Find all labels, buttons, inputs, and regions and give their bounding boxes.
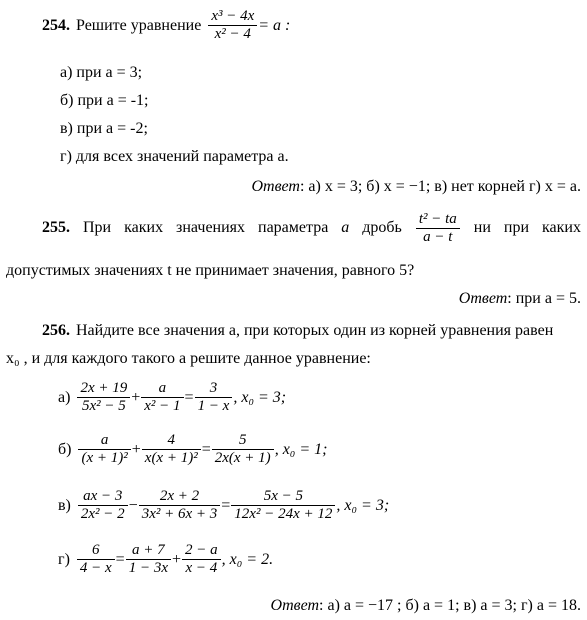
fraction: [142, 432, 201, 467]
fraction-denominator: 3x² + 6x + 3: [139, 505, 221, 523]
operator: =: [221, 496, 231, 514]
problem-254-item-d: г) для всех значений параметра a.: [60, 148, 289, 165]
operator: =: [201, 440, 211, 458]
fraction-numerator: 2x + 19: [80, 380, 128, 396]
answer-label: Ответ: [458, 290, 508, 307]
fraction-denominator: 2x(x + 1): [212, 449, 274, 467]
operator: +: [131, 388, 141, 406]
problem-255-number: 255.: [42, 219, 70, 236]
problem-255-line-1: [42, 210, 581, 246]
answer-text: : при a = 5.: [507, 290, 581, 307]
word: параметра: [258, 219, 329, 236]
problem-256-number: 256.: [42, 322, 70, 339]
word: значениях: [176, 219, 246, 236]
equation-c: [58, 488, 389, 523]
fraction-numerator: a: [158, 380, 167, 396]
problem-254-item-a: а) при a = 3;: [60, 64, 143, 81]
fraction-denominator: 12x² − 24x + 12: [231, 505, 335, 523]
fraction: [139, 488, 221, 523]
problem-256-answer: [271, 597, 581, 615]
fraction-numerator: 2x + 2: [159, 488, 200, 504]
equation-label: а): [58, 388, 71, 406]
problem-255-fraction: [416, 211, 460, 246]
problem-256-line-2: x₀ , и для каждого такого a решите данное уравнение:: [6, 350, 371, 367]
answer-label: Ответ: [270, 597, 320, 614]
equation-label: б): [58, 440, 72, 458]
fraction-numerator: 2 − a: [185, 542, 218, 558]
fraction: [77, 380, 130, 415]
fraction-denominator: 5x² − 5: [77, 397, 130, 415]
fraction-denominator: x² − 1: [141, 397, 183, 415]
fraction-numerator: a + 7: [132, 542, 165, 558]
fraction: [195, 380, 233, 415]
fraction: [141, 380, 183, 415]
fraction-numerator: a: [100, 432, 109, 448]
equation-b: [58, 432, 327, 467]
fraction-numerator: 6: [92, 542, 100, 558]
operator: =: [115, 550, 125, 568]
problem-254-answer: [251, 178, 581, 196]
word: каких: [124, 219, 164, 236]
fraction: [231, 488, 335, 523]
word: дробь: [362, 219, 402, 236]
problem-255-answer: [459, 290, 581, 308]
problem-256-lead: Найдите все значения a, при которых один из корней уравнения равен: [76, 322, 554, 339]
problem-254-rhs: = a :: [258, 16, 291, 34]
equation-d: [58, 542, 273, 577]
fraction-denominator: 1 − x: [195, 397, 233, 415]
fraction-denominator: x − 4: [182, 559, 221, 577]
fraction-numerator: 5: [238, 432, 247, 448]
word: ни: [473, 219, 491, 236]
word: При: [82, 219, 112, 236]
operator: −: [128, 496, 138, 514]
fraction-denominator: x² − 4: [208, 25, 257, 43]
problem-254-number: 254.: [42, 16, 70, 34]
equation-tail: , x₀ = 1;: [274, 440, 328, 458]
fraction-denominator: x(x + 1)²: [142, 449, 201, 467]
word: при: [503, 219, 530, 236]
equation-tail: , x₀ = 3;: [336, 496, 390, 514]
problem-255-line-2: допустимых значениях t не принимает значения, равного 5?: [6, 262, 415, 279]
fraction-denominator: 4 − x: [77, 559, 115, 577]
equation-label: г): [58, 550, 70, 568]
operator: =: [184, 388, 194, 406]
word: a: [341, 219, 350, 236]
fraction: [78, 488, 128, 523]
problem-254-fraction: [208, 8, 257, 43]
fraction: [182, 542, 221, 577]
equation-tail: , x₀ = 3;: [233, 388, 287, 406]
fraction-numerator: 4: [167, 432, 175, 448]
fraction-numerator: 5x − 5: [263, 488, 303, 504]
fraction-denominator: 1 − 3x: [126, 559, 171, 577]
answer-label: Ответ: [251, 178, 300, 195]
fraction-numerator: t² − ta: [418, 210, 457, 227]
fraction-denominator: 2x² − 2: [78, 505, 128, 523]
word: каких: [542, 219, 581, 236]
problem-254-item-b: б) при a = -1;: [60, 92, 149, 109]
fraction: [212, 432, 274, 467]
fraction-denominator: (x + 1)²: [78, 449, 130, 467]
problem-256-statement: [42, 322, 553, 340]
operator: +: [131, 440, 141, 458]
problem-254-item-c: в) при a = -2;: [60, 120, 148, 137]
operator: +: [171, 550, 182, 568]
problem-254-statement: [42, 8, 290, 43]
equation-tail: , x₀ = 2.: [221, 550, 274, 568]
fraction-numerator: ax − 3: [83, 488, 123, 504]
fraction-denominator: a − t: [416, 228, 460, 246]
answer-text: : а) a = −17 ; б) a = 1; в) a = 3; г) a = 18.: [319, 597, 581, 614]
equation-label: в): [58, 496, 71, 514]
problem-254-lead: Решите уравнение: [76, 16, 202, 34]
fraction: [126, 542, 171, 577]
fraction-numerator: 3: [209, 380, 218, 396]
fraction: [77, 542, 115, 577]
answer-text: : а) x = 3; б) x = −1; в) нет корней г) x = a.: [299, 178, 581, 195]
fraction: [78, 432, 130, 467]
equation-a: [58, 380, 286, 415]
fraction-numerator: x³ − 4x: [211, 8, 255, 24]
